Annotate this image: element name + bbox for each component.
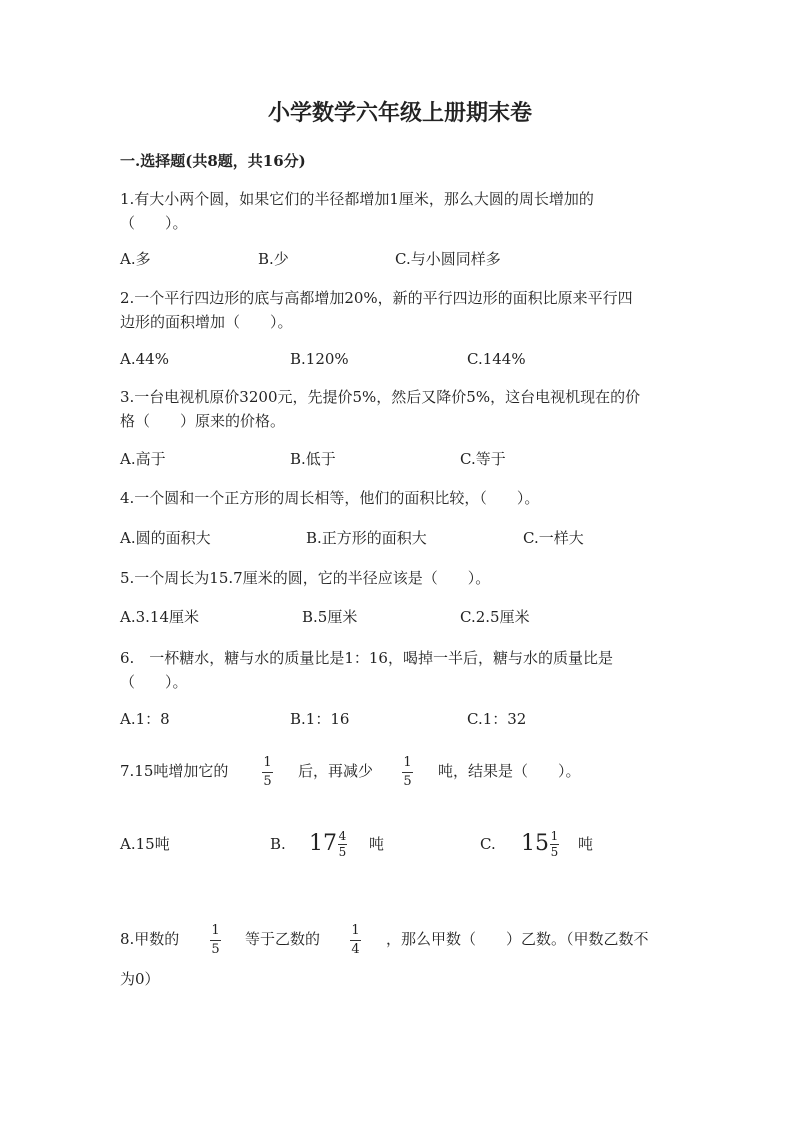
fraction-denominator: 4 bbox=[351, 942, 360, 957]
question-4-line-1: 4.一个圆和一个正方形的周长相等，他们的面积比较，（ ）。 bbox=[120, 489, 540, 507]
question-8-text-2: 等于乙数的 bbox=[245, 930, 321, 948]
question-2-option-c: C.144% bbox=[467, 350, 526, 368]
question-7-option-c-mixed-number bbox=[521, 830, 559, 858]
question-3-option-b: B.低于 bbox=[290, 450, 336, 468]
question-7-text-2: 后，再减少 bbox=[298, 762, 374, 780]
question-7-text-1: 7.15吨增加它的 bbox=[120, 762, 229, 780]
question-1-option-c: C.与小圆同样多 bbox=[395, 250, 501, 268]
question-1-line-1: 1.有大小两个圆，如果它们的半径都增加1厘米，那么大圆的周长增加的 bbox=[120, 190, 594, 208]
question-1-option-b: B.少 bbox=[258, 250, 289, 268]
fraction-denominator: 5 bbox=[211, 942, 220, 957]
fraction-bar bbox=[350, 940, 361, 941]
mixed-fraction bbox=[550, 830, 559, 858]
question-5-option-a: A.3.14厘米 bbox=[120, 608, 199, 626]
fraction-denominator: 5 bbox=[403, 774, 412, 789]
question-1-line-2: （ ）。 bbox=[120, 214, 188, 232]
question-2-option-a: A.44% bbox=[120, 350, 169, 368]
question-6-option-c: C.1：32 bbox=[467, 710, 527, 728]
question-7-text-3: 吨，结果是（ ）。 bbox=[438, 762, 581, 780]
question-2-line-1: 2.一个平行四边形的底与高都增加20%，新的平行四边形的面积比原来平行四 bbox=[120, 289, 633, 307]
question-7-option-c-label: C. bbox=[480, 835, 496, 853]
page-title: 小学数学六年级上册期末卷 bbox=[267, 100, 532, 126]
fraction-bar bbox=[262, 772, 273, 773]
question-6-line-2: （ ）。 bbox=[120, 673, 188, 691]
question-7-option-b-unit: 吨 bbox=[369, 835, 385, 853]
question-4-option-b: B.正方形的面积大 bbox=[306, 529, 427, 547]
question-6-line-1: 6. 一杯糖水，糖与水的质量比是1：16，喝掉一半后，糖与水的质量比是 bbox=[120, 649, 613, 667]
question-3-line-1: 3.一台电视机原价3200元，先提价5%，然后又降价5%，这台电视机现在的价 bbox=[120, 388, 641, 406]
fraction-numerator: 1 bbox=[351, 923, 360, 938]
mixed-whole: 17 bbox=[309, 831, 337, 856]
question-2-line-2: 边形的面积增加（ ）。 bbox=[120, 313, 293, 331]
fraction-bar bbox=[210, 940, 221, 941]
fraction-numerator: 1 bbox=[403, 755, 412, 770]
question-5-line-1: 5.一个周长为15.7厘米的圆，它的半径应该是（ ）。 bbox=[120, 569, 491, 587]
fraction-denominator: 5 bbox=[263, 774, 272, 789]
question-6-option-b: B.1：16 bbox=[290, 710, 350, 728]
fraction-bar bbox=[402, 772, 413, 773]
question-7-fraction-2 bbox=[402, 756, 413, 788]
fraction-numerator: 1 bbox=[211, 923, 220, 938]
mixed-whole: 15 bbox=[521, 831, 549, 856]
question-5-option-c: C.2.5厘米 bbox=[460, 608, 530, 626]
fraction-numerator: 1 bbox=[263, 755, 272, 770]
question-7-option-a: A.15吨 bbox=[120, 835, 170, 853]
question-3-option-a: A.高于 bbox=[120, 450, 166, 468]
question-8-text-1: 8.甲数的 bbox=[120, 930, 180, 948]
question-7-option-c-unit: 吨 bbox=[578, 835, 594, 853]
question-7-fraction-1 bbox=[262, 756, 273, 788]
question-1-option-a: A.多 bbox=[120, 250, 151, 268]
question-4-option-a: A.圆的面积大 bbox=[120, 529, 211, 547]
question-3-line-2: 格（ ）原来的价格。 bbox=[120, 412, 286, 430]
fraction-numerator: 1 bbox=[550, 829, 559, 843]
question-7-option-b-label: B. bbox=[270, 835, 286, 853]
mixed-fraction bbox=[338, 830, 347, 858]
question-8-fraction-1 bbox=[210, 924, 221, 956]
question-8-line-2: 为0） bbox=[120, 970, 160, 988]
question-4-option-c: C.一样大 bbox=[523, 529, 584, 547]
question-6-option-a: A.1：8 bbox=[120, 710, 170, 728]
question-2-option-b: B.120% bbox=[290, 350, 349, 368]
section-heading: 一.选择题(共8题，共16分) bbox=[120, 152, 306, 170]
fraction-numerator: 4 bbox=[338, 829, 347, 843]
fraction-denominator: 5 bbox=[338, 845, 347, 859]
question-5-option-b: B.5厘米 bbox=[302, 608, 358, 626]
question-8-text-3: ，那么甲数（ ）乙数。（甲数乙数不 bbox=[386, 930, 649, 948]
question-7-option-b-mixed-number bbox=[309, 830, 347, 858]
question-8-fraction-2 bbox=[350, 924, 361, 956]
fraction-denominator: 5 bbox=[550, 845, 559, 859]
question-3-option-c: C.等于 bbox=[460, 450, 506, 468]
